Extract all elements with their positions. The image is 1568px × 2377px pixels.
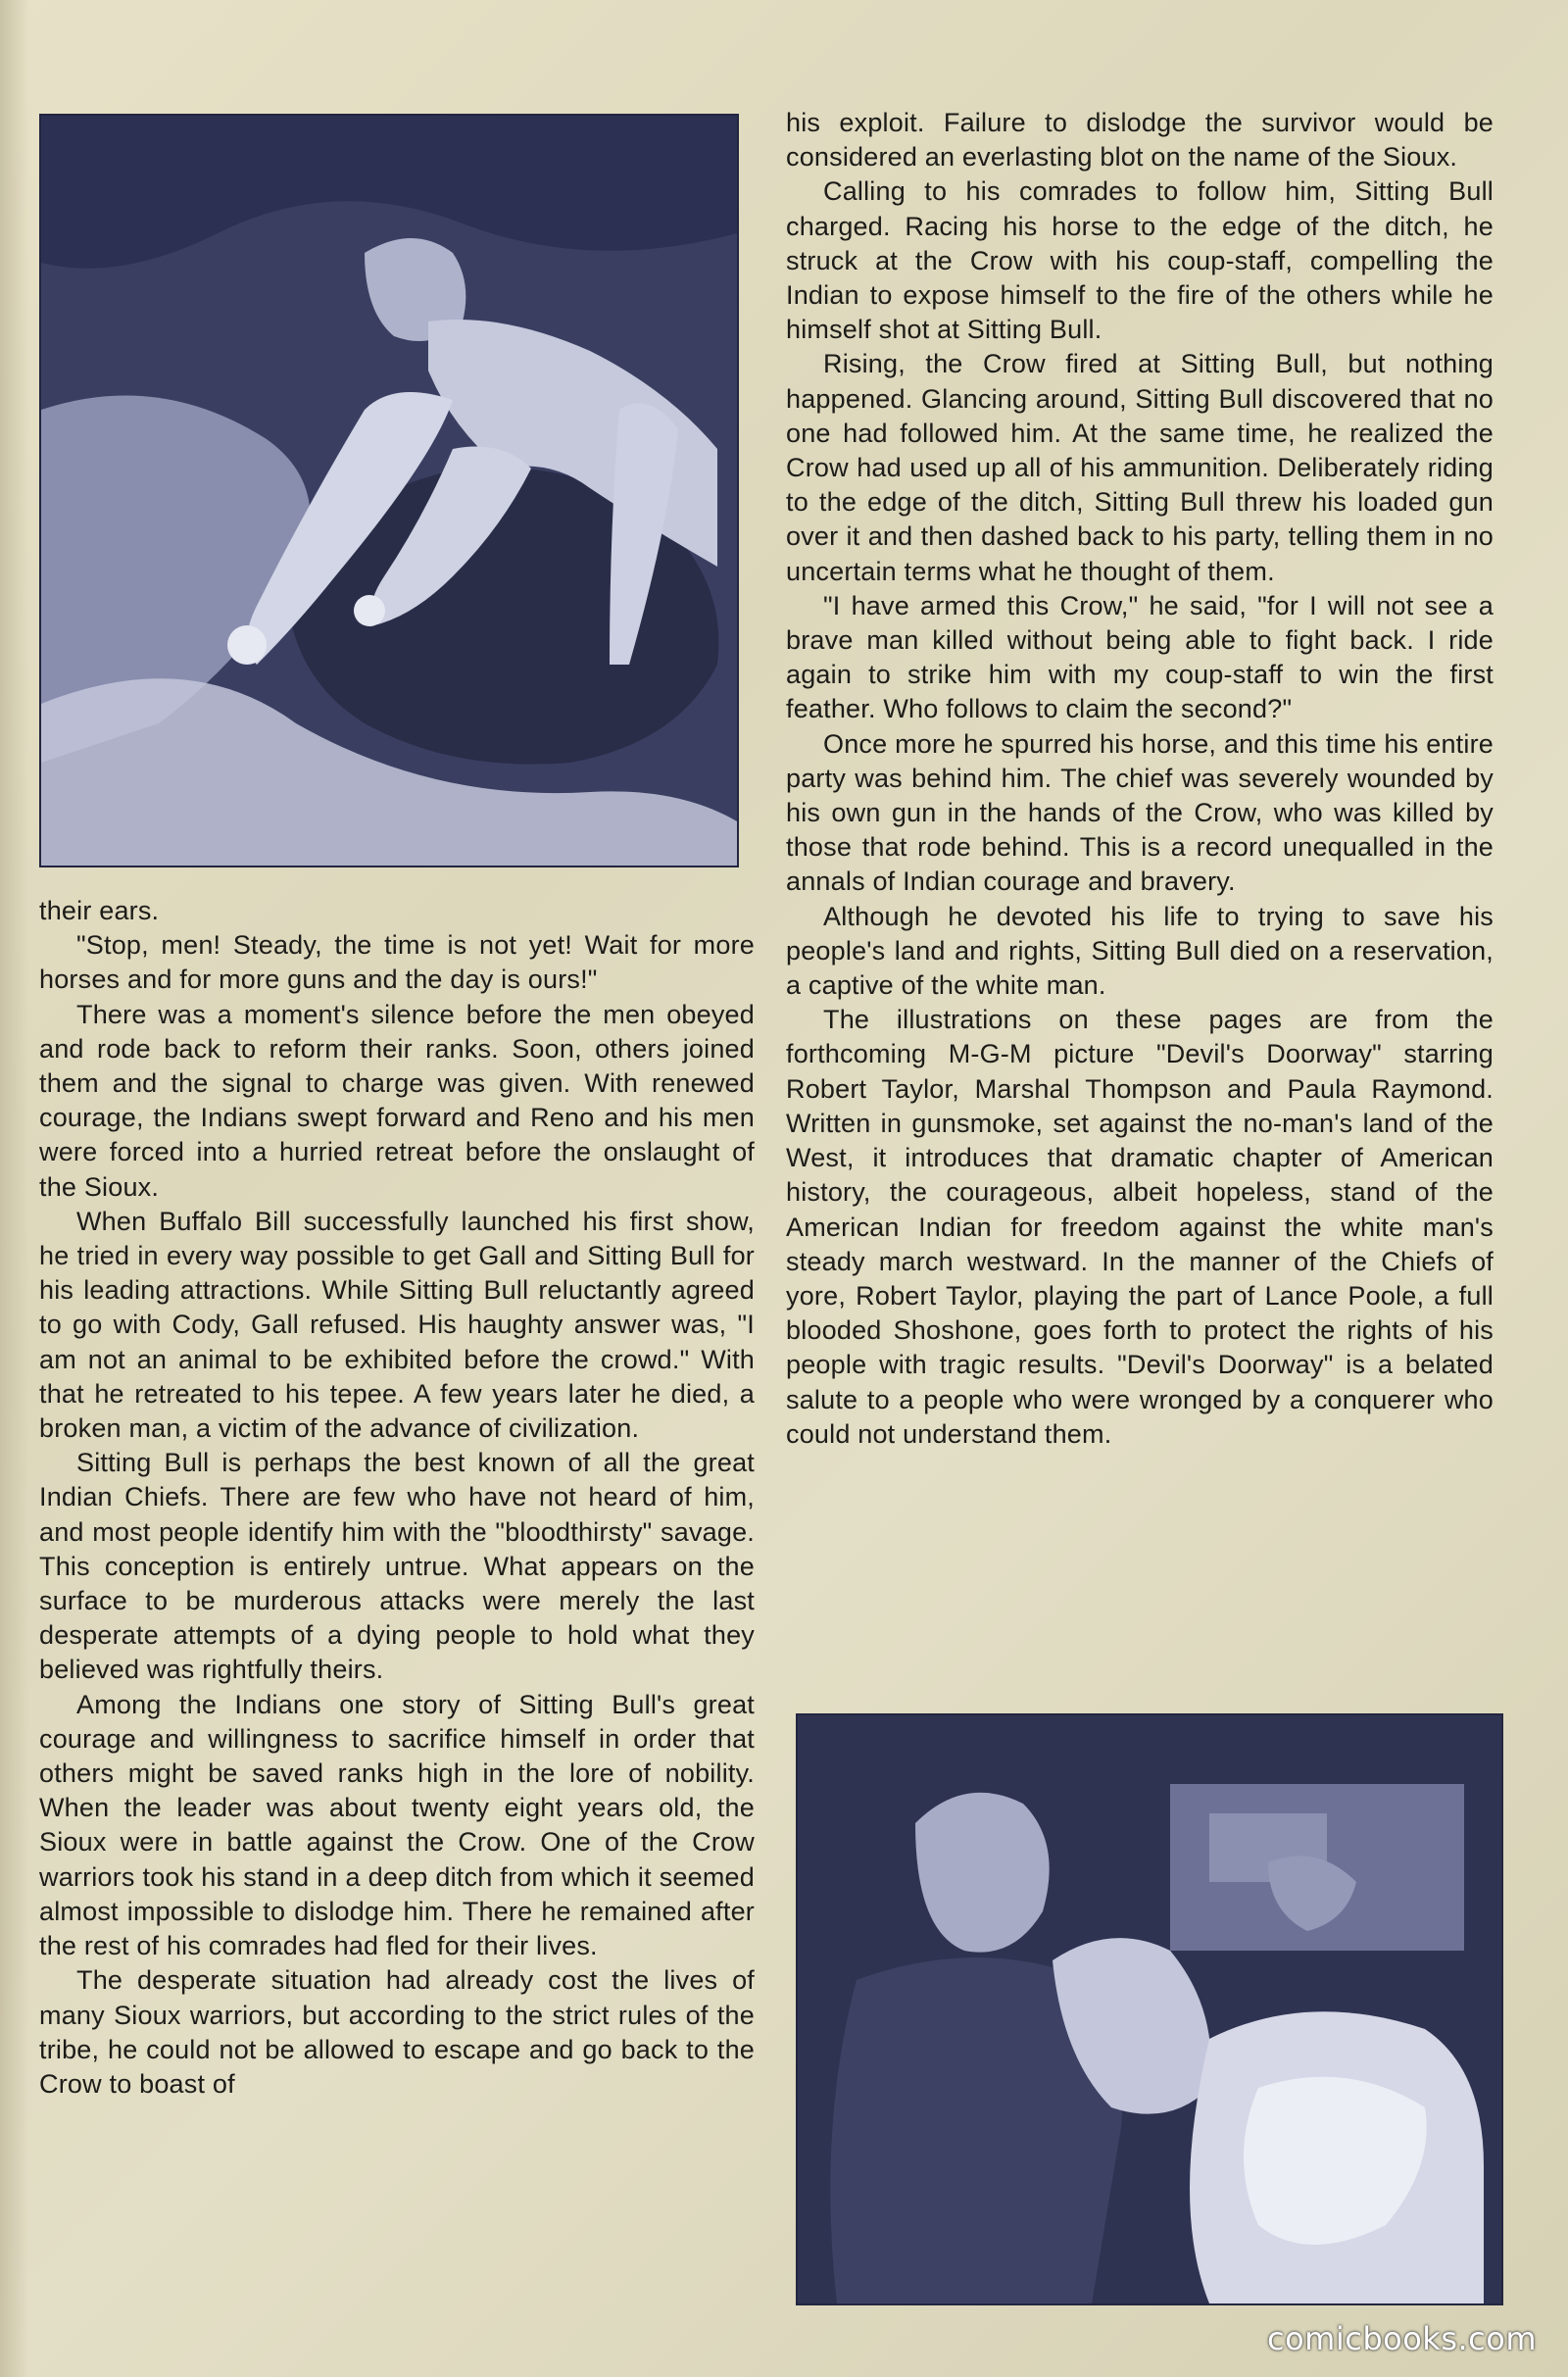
- film-still-top: [39, 114, 739, 867]
- paragraph: When Buffalo Bill successfully launched his first show, he tried in every way possible to get Gall and Sitting Bull for his leading attractions. While Sitting Bull reluctantly agreed to go with Cody, Gall refused. His haughty answer was, "I am not an animal to be exhibited before the crowd." With that he retreated to his tepee. A few years later he died, a broken man, a victim of the advance of civilization.: [39, 1206, 755, 1444]
- paragraph: their ears.: [39, 896, 160, 925]
- paragraph: "Stop, men! Steady, the time is not yet! Wait for more horses and for more guns and the day is ours!": [39, 930, 755, 995]
- paragraph: The desperate situation had already cost the lives of many Sioux warriors, but according to the strict rules of the tribe, he could not be allowed to escape and go back to the Crow to boast of: [39, 1965, 755, 2099]
- paragraph: Sitting Bull is perhaps the best known of all the great Indian Chiefs. There are few who have not heard of him, and most people identify him with the "bloodthirsty" savage. This conception is entirely untrue. What appears on the surface to be murderous attacks were merely the last desperate attempts of a dying people to hold what they believed was rightfully theirs.: [39, 1448, 755, 1685]
- paragraph: Among the Indians one story of Sitting Bull's great courage and willingness to sacrifice himself in order that others might be saved ranks high in the lore of nobility. When the leader was about twenty eight years old, the Sioux were in battle against the Crow. One of the Crow warriors took his stand in a deep ditch from which it seemed almost impossible to dislodge him. There he remained after the rest of his comrades had fled for their lives.: [39, 1689, 755, 1961]
- paragraph: Once more he spurred his horse, and this time his entire party was behind him. The chief was severely wounded by his own gun in the hands of the Crow, who was killed by those that rode behind. This is a record unequalled in the annals of Indian courage and bravery.: [786, 728, 1494, 897]
- paragraph: There was a moment's silence before the men obeyed and rode back to reform their ranks. Soon, others joined them and the signal to charge was given. With renewed courage, the Indians swept forward and Reno and his men were forced into a hurried retreat before the onslaught of the Sioux.: [39, 999, 755, 1202]
- paragraph: The illustrations on these pages are from the forthcoming M-G-M picture "Devil's Doorway" starring Robert Taylor, Marshal Thompson and Paula Raymond. Written in gunsmoke, set against the no-man's land of the West, it introduces that dramatic chapter of American history, the courageous, albeit hopeless, stand of the American Indian for freedom against the white man's steady march westward. In the manner of the Chiefs of yore, Robert Taylor, playing the part of Lance Poole, a full blooded Shoshone, goes forth to protect the rights of his people with tragic results. "Devil's Doorway" is a belated salute to a people who were wronged by a conquerer who could not understand them.: [786, 1005, 1494, 1449]
- paragraph: Rising, the Crow fired at Sitting Bull, but nothing happened. Glancing around, Sitting Bull discovered that no one had followed him. At the same time, he realized the Crow had used up all of his ammunition. Deliberately riding to the edge of the ditch, Sitting Bull threw his loaded gun over it and then dashed back to his party, telling them in no uncertain terms what he thought of them.: [786, 349, 1494, 586]
- paragraph: his exploit. Failure to dislodge the survivor would be considered an everlasting blot on the name of the Sioux.: [786, 108, 1494, 173]
- film-still-bottom: [796, 1713, 1503, 2305]
- left-text-column: [39, 894, 755, 2102]
- watermark: comicbooks.com: [1266, 2320, 1537, 2357]
- right-text-column: [786, 106, 1494, 1452]
- paragraph: "I have armed this Crow," he said, "for I will not see a brave man killed without being able to fight back. I ride again to strike him with my coup-staff to win the first feather. Who follows to claim the second?": [786, 590, 1494, 724]
- film-still-bottom-image: [798, 1715, 1501, 2303]
- paragraph: Calling to his comrades to follow him, Sitting Bull charged. Racing his horse to the edge of the ditch, he struck at the Crow with his coup-staff, compelling the Indian to expose himself to the fire of the others while he himself shot at Sitting Bull.: [786, 176, 1494, 345]
- film-still-top-image: [41, 116, 737, 866]
- paragraph: Although he devoted his life to trying to save his people's land and rights, Sitting Bull died on a reservation, a captive of the white man.: [786, 901, 1494, 1001]
